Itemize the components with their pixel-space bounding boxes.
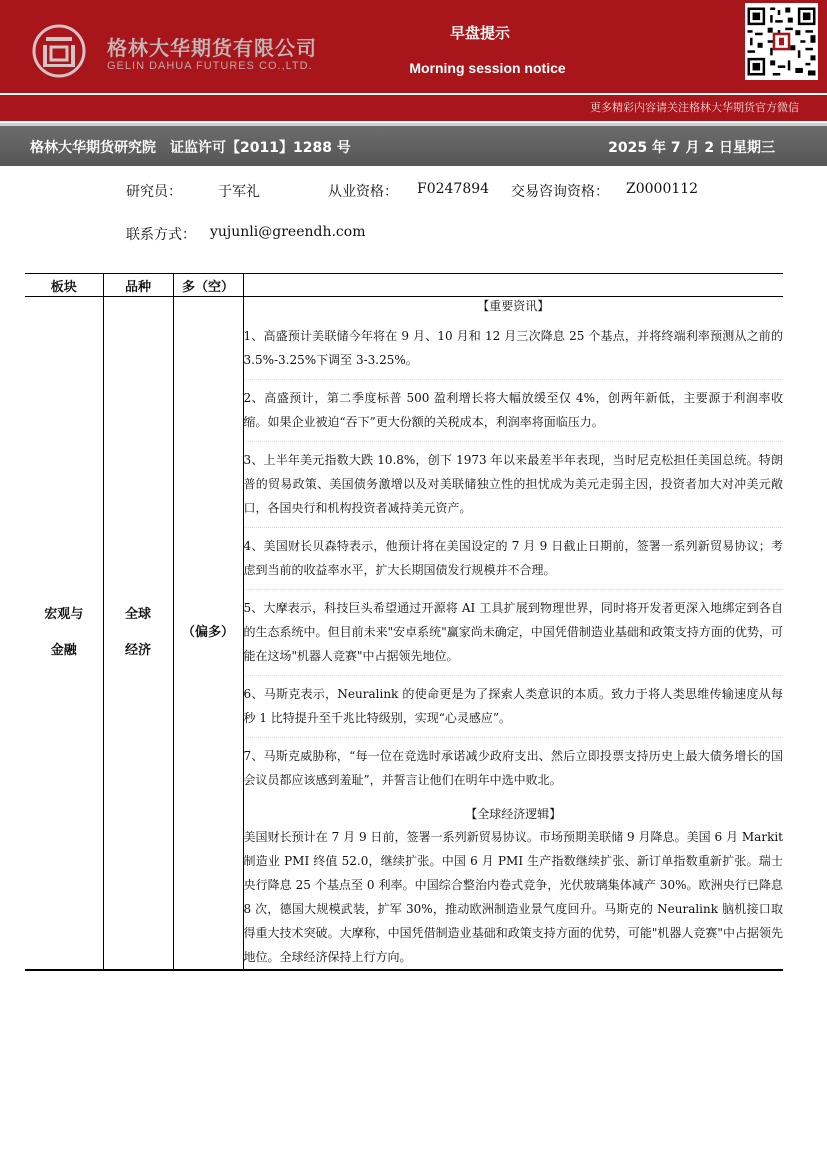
news-item: 5、大摩表示，科技巨头希望通过开源将 AI 工具扩展到物理世界，同时将开发者更深入地绑定到各自的生态系统中。但目前未来"安卓系统"赢家尚未确定，中国凭借制造业基础和政策支持方面的优势，可能在这场"机器人竞赛"中占据领先地位。 — [244, 596, 784, 676]
table-row — [25, 297, 783, 971]
news-item: 7、马斯克威胁称，“每一位在竞选时承诺减少政府支出、然后立即投票支持历史上最大债务增长的国会议员都应该感到羞耻”，并誓言让他们在明年中选中败北。 — [243, 749, 783, 787]
variety-line-2: 经济 — [124, 643, 151, 658]
content-cell — [243, 297, 783, 971]
direction-value: （偏多） — [181, 625, 234, 640]
table-header-row — [25, 274, 783, 297]
news-item: 4、美国财长贝森特表示，他预计将在美国设定的 7 月 9 日截止日期前，签署一系列新贸易协议；考虑到当前的收益率水平，扩大长期国债发行规模并不合理。 — [244, 534, 784, 590]
institute-license: 格林大华期货研究院 证监许可【2011】1288 号 — [30, 140, 351, 156]
variety-line-1: 全球 — [124, 607, 151, 622]
wechat-promo-bar — [0, 93, 827, 121]
header-content — [243, 274, 783, 297]
wechat-promo-text: 更多精彩内容请关注格林大华期货官方微信 — [590, 101, 799, 114]
qualification-label: 从业资格： — [328, 184, 398, 200]
morning-notice-table — [25, 273, 783, 971]
news-item: 3、上半年美元指数大跌 10.8%，创下 1973 年以来最差半年表现，当时尼克松担任美国总统。特朗普的贸易政策、美国债务激增以及对美联储独立性的担忧成为美元走弱主因，投资者加大对冲美元敞口，各国央行和机构投资者减持美元资产。 — [244, 448, 784, 528]
news-item: 2、高盛预计，第二季度标普 500 盈利增长将大幅放缓至仅 4%，创两年新低，主要源于利润率收缩。如果企业被迫“吞下”更大份额的关税成本，利润率将面临压力。 — [244, 386, 784, 442]
header-sector: 板块 — [25, 274, 103, 297]
news-item: 6、马斯克表示，Neuralink 的使命更是为了探索人类意识的本质。致力于将人类思维传输速度从每秒 1 比特提升至千兆比特级别，实现“心灵感应”。 — [244, 682, 784, 738]
direction-cell — [173, 297, 243, 971]
header-variety: 品种 — [103, 274, 173, 297]
wechat-qr-code-icon — [745, 3, 818, 80]
header-direction: 多（空） — [173, 274, 243, 297]
company-name-cn: 格林大华期货有限公司 — [107, 36, 317, 60]
company-logo-icon — [32, 24, 86, 78]
logic-paragraph: 美国财长预计在 7 月 9 日前，签署一系列新贸易协议。市场预期美联储 9 月降息。美国 6 月 Markit 制造业 PMI 终值 52.0，继续扩张。中国 6 月 PMI 生产指数继续扩张、新订单指数重新扩张。瑞士央行降息 25 个基点至 0 利率。中国综合整治内卷式竞争，光伏玻璃集体减产 30%。欧洲央行已降息 8 次，德国大规模武装，扩军 30%，推动欧洲制造业景气度回升。马斯克的 Neuralink 脑机接口取得重大技术突破。大摩称，中国凭借制造业基础和政策支持方面的优势，可能"机器人竞赛"中占据领先地位。全球经济保持上行方向。 — [243, 830, 783, 964]
sector-cell — [25, 297, 103, 971]
sector-line-1: 宏观与 — [44, 607, 84, 622]
notice-title-cn: 早盘提示 — [449, 24, 510, 42]
researcher-label: 研究员： — [126, 184, 182, 200]
consulting-label: 交易咨询资格： — [511, 184, 609, 200]
variety-cell — [103, 297, 173, 971]
news-section-title: 【重要资讯】 — [477, 299, 550, 313]
report-date: 2025 年 7 月 2 日星期三 — [608, 140, 775, 156]
researcher-name: 于军礼 — [218, 184, 260, 200]
qualification-value: F0247894 — [417, 181, 490, 197]
news-item: 1、高盛预计美联储今年将在 9 月、10 月和 12 月三次降息 25 个基点，并将终端利率预测从之前的 3.5%-3.25%下调至 3-3.25%。 — [244, 324, 784, 380]
header-banner — [0, 0, 827, 93]
report-info-band — [0, 123, 827, 166]
logic-section-title: 【全球经济逻辑】 — [465, 807, 562, 821]
consulting-value: Z0000112 — [626, 181, 699, 197]
company-name-en: GELIN DAHUA FUTURES CO.,LTD. — [107, 60, 313, 72]
contact-email: yujunli@greendh.com — [210, 224, 366, 240]
notice-title-en: Morning session notice — [409, 60, 566, 76]
contact-label: 联系方式： — [126, 227, 196, 243]
sector-line-2: 金融 — [50, 643, 77, 658]
